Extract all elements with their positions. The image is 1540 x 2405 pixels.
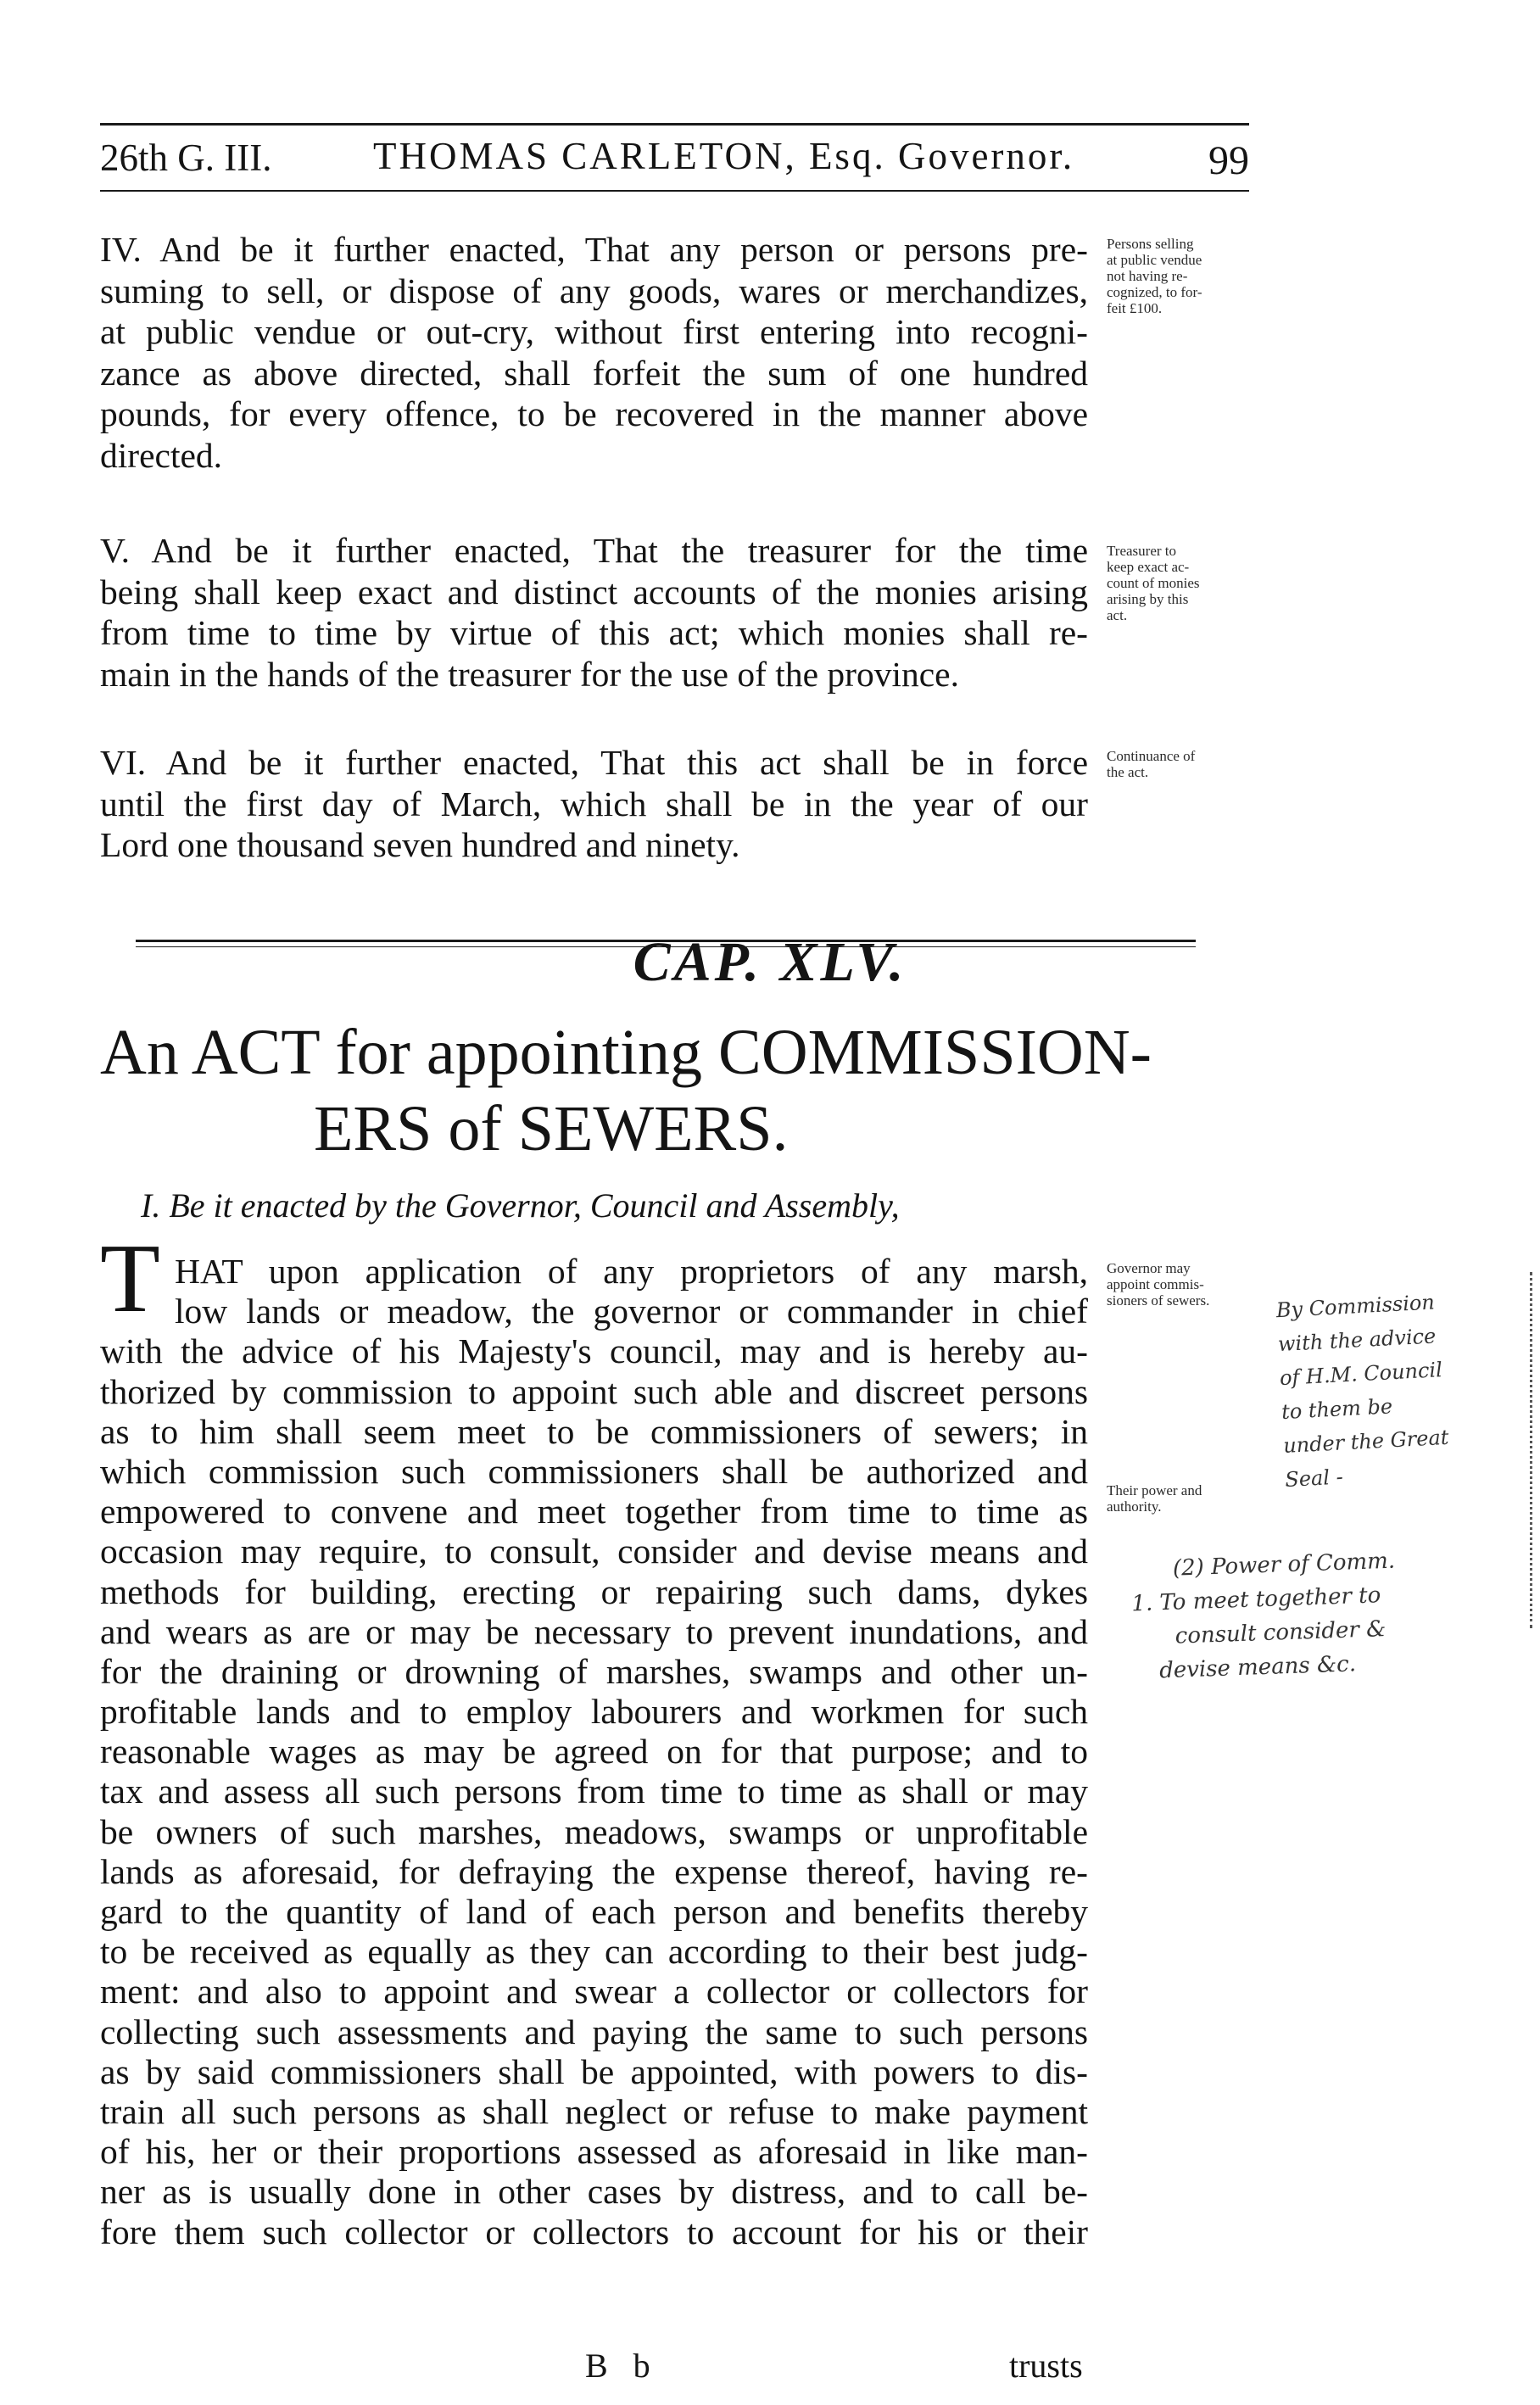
section-vi-line: VI. And be it further enacted, That this act shall be in force [100, 743, 1088, 782]
section-iv-line: directed. [100, 435, 223, 475]
main-text-line: reasonable wages as may be agreed on for that purpose; and to [100, 1732, 1088, 1772]
margin-note-line: act. [1107, 607, 1128, 623]
main-text-line: with the advice of his Majesty's council, may and is hereby au- [100, 1331, 1088, 1371]
margin-note-line: appoint commis- [1107, 1276, 1204, 1292]
section-iv [100, 229, 1088, 477]
handwritten-line: By Commission [1275, 1290, 1436, 1323]
handwritten-line: consult consider & [1175, 1616, 1387, 1649]
margin-note-line: Treasurer to [1107, 543, 1176, 559]
margin-note-line: sioners of sewers. [1107, 1292, 1210, 1309]
section-v-line: V. And be it further enacted, That the treasurer for the time [100, 531, 1088, 570]
handwritten-note-power-of-commissioners [1130, 1544, 1399, 1689]
chapter-heading: CAP. XLV. [633, 931, 907, 993]
signature-mark: B b [585, 2346, 659, 2385]
header-governor-title: THOMAS CARLETON, Esq. Governor. [373, 135, 1075, 177]
main-text-line: collecting such assessments and paying the same to such persons [100, 2012, 1088, 2051]
act-title-line-2: ERS of SEWERS. [314, 1093, 789, 1164]
main-text-line: occasion may require, to consult, consider and devise means and [100, 1532, 1088, 1571]
section-iv-line: suming to sell, or dispose of any goods, wares or merchandizes, [100, 271, 1088, 310]
margin-note-line: the act. [1107, 764, 1149, 780]
margin-note-line: Governor may [1107, 1260, 1191, 1276]
main-text-line: which commission such commissioners shall be authorized and [100, 1451, 1088, 1491]
margin-note-line: not having re- [1107, 268, 1188, 284]
catchword: trusts [1009, 2346, 1083, 2385]
handwritten-line: 1. To meet together to [1130, 1582, 1381, 1617]
margin-note-line: feit £100. [1107, 300, 1163, 316]
header-top-rule [100, 123, 1249, 126]
handwritten-line: Seal - [1284, 1465, 1344, 1492]
margin-note-power-and-authority [1107, 1482, 1251, 1515]
main-text-line: thorized by commission to appoint such able and discreet persons [100, 1371, 1088, 1411]
handwritten-line: devise means &c. [1158, 1651, 1357, 1684]
main-text-line: profitable lands and to employ labourers and workmen for such [100, 1692, 1088, 1732]
handwritten-line: (2) Power of Comm. [1172, 1548, 1396, 1582]
act-title-line-1: An ACT for appointing COMMISSION- [100, 1017, 1152, 1088]
margin-note-line: arising by this [1107, 591, 1189, 607]
margin-note-line: keep exact ac- [1107, 559, 1190, 575]
main-text-line: and wears as are or may be necessary to prevent inundations, and [100, 1611, 1088, 1651]
main-text-line: fore them such collector or collectors to account for his or their [100, 2212, 1088, 2252]
margin-note-line: Persons selling [1107, 236, 1194, 252]
margin-note-section-v [1107, 543, 1251, 623]
main-text-line: low lands or meadow, the governor or commander in chief [175, 1292, 1088, 1331]
margin-note-line: authority. [1107, 1498, 1162, 1515]
enacting-clause: I. Be it enacted by the Governor, Council and Assembly, [141, 1186, 900, 1225]
section-iv-line: zance as above directed, shall forfeit the sum of one hundred [100, 353, 1088, 393]
main-text-line: HAT upon application of any proprietors of any marsh, [175, 1252, 1088, 1291]
main-text-line: gard to the quantity of land of each person and benefits thereby [100, 1892, 1088, 1931]
main-text-line: empowered to convene and meet together from time to time as [100, 1492, 1088, 1532]
main-text-line: for the draining or drowning of marshes, swamps and other un- [100, 1651, 1088, 1691]
scan-edge-mark [1523, 1272, 1532, 1628]
header-regnal-year: 26th G. III. [100, 137, 272, 179]
page-number: 99 [1208, 138, 1249, 183]
handwritten-note-commission [1275, 1285, 1452, 1497]
main-text-line: be owners of such marshes, meadows, swamps or unprofitable [100, 1811, 1088, 1851]
handwritten-line: with the advice [1277, 1324, 1437, 1357]
margin-note-governor-may-appoint [1107, 1260, 1251, 1309]
section-vi-line: until the first day of March, which shall be in the year of our [100, 784, 1088, 823]
main-text-line: lands as aforesaid, for defraying the expense thereof, having re- [100, 1851, 1088, 1891]
section-vi-line: Lord one thousand seven hundred and ninety. [100, 825, 740, 865]
section-vi [100, 742, 1088, 866]
handwritten-line: to them be [1281, 1394, 1393, 1425]
margin-note-line: cognized, to for- [1107, 284, 1202, 300]
section-iv-line: IV. And be it further enacted, That any person or persons pre- [100, 230, 1088, 269]
section-v-line: being shall keep exact and distinct accounts of the monies arising [100, 572, 1088, 611]
section-v-line: from time to time by virtue of this act; which monies shall re- [100, 613, 1088, 653]
main-text [100, 1252, 1088, 2252]
main-text-line: train all such persons as shall neglect or refuse to make payment [100, 2091, 1088, 2131]
margin-note-line: Continuance of [1107, 748, 1196, 764]
section-iv-line: pounds, for every offence, to be recovered in the manner above [100, 394, 1088, 434]
margin-note-section-vi [1107, 748, 1251, 780]
margin-note-line: at public vendue [1107, 252, 1202, 268]
margin-note-line: Their power and [1107, 1482, 1202, 1498]
header-bottom-rule [100, 190, 1249, 192]
main-text-line: methods for building, erecting or repairing such dams, dykes [100, 1571, 1088, 1611]
handwritten-line: under the Great [1282, 1425, 1450, 1459]
main-text-line: to be received as equally as they can according to their best judg- [100, 1932, 1088, 1972]
section-v [100, 530, 1088, 695]
main-text-line: of his, her or their proportions assessed as aforesaid in like man- [100, 2132, 1088, 2172]
main-text-line: ment: and also to appoint and swear a collector or collectors for [100, 1972, 1088, 2012]
section-iv-line: at public vendue or out-cry, without first entering into recogni- [100, 312, 1088, 352]
main-text-line: as to him shall seem meet to be commissioners of sewers; in [100, 1411, 1088, 1451]
main-text-line: as by said commissioners shall be appointed, with powers to dis- [100, 2051, 1088, 2091]
margin-note-line: count of monies [1107, 575, 1200, 591]
section-v-line: main in the hands of the treasurer for the use of the province. [100, 654, 959, 694]
drop-cap: T [100, 1225, 160, 1333]
handwritten-line: of H.M. Council [1279, 1358, 1443, 1391]
main-text-line: ner as is usually done in other cases by distress, and to call be- [100, 2172, 1088, 2212]
main-text-line: tax and assess all such persons from time to time as shall or may [100, 1772, 1088, 1811]
margin-note-section-iv [1107, 236, 1251, 316]
